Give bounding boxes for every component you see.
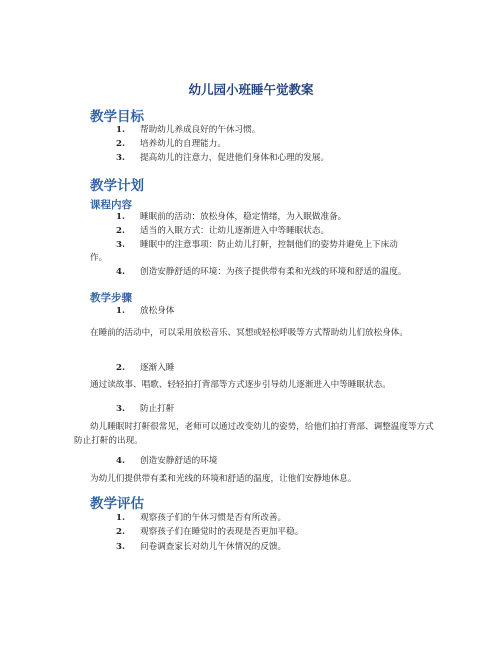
list-item xyxy=(116,152,446,166)
list-number: 4. xyxy=(116,267,125,277)
list-text: 观察孩子们在睡觉时的表现是否更加平稳。 xyxy=(140,527,304,537)
step-number: 2. xyxy=(116,363,125,373)
list-item xyxy=(116,138,446,152)
list-number: 1. xyxy=(116,212,125,222)
list-text: 作。 xyxy=(90,253,108,263)
list-number: 3. xyxy=(116,153,125,163)
step-text: 逐渐入睡 xyxy=(140,363,175,373)
subsection-heading-steps: 教学步骤 xyxy=(90,292,132,304)
step-paragraph: 在睡前的活动中，可以采用放松音乐、冥想或轻松呼吸等方式帮助幼儿们放松身体。 xyxy=(90,328,408,338)
step-text: 创造安静舒适的环境 xyxy=(140,456,218,466)
list-number: 3. xyxy=(116,240,125,250)
list-text: 提高幼儿的注意力，促进他们身体和心理的发展。 xyxy=(140,153,330,163)
list-item xyxy=(116,266,446,280)
step-label xyxy=(116,362,446,376)
section-heading-goals: 教学目标 xyxy=(90,109,144,125)
step-text: 防止打鼾 xyxy=(140,404,175,414)
list-number: 1. xyxy=(116,513,125,523)
step-label xyxy=(116,403,446,417)
list-item xyxy=(116,239,446,253)
step-paragraph: 为幼儿们提供带有柔和光线的环境和舒适的温度，让他们安静地休息。 xyxy=(90,474,357,484)
step-number: 4. xyxy=(116,456,125,466)
list-text: 帮助幼儿养成良好的午休习惯。 xyxy=(140,125,261,135)
step-label xyxy=(116,305,446,319)
list-text: 睡眠中的注意事项：防止幼儿打鼾，控制他们的姿势并避免上下床动 xyxy=(140,240,398,250)
step-paragraph: 幼儿睡眠时打鼾很常见，老师可以通过改变幼儿的姿势，给他们拍打背部、调整温度等方式防止打鼾的出现。 xyxy=(74,422,434,446)
step-number: 1. xyxy=(116,306,125,316)
list-text: 创造安静舒适的环境：为孩子提供带有柔和光线的环境和舒适的温度。 xyxy=(140,267,407,277)
list-item xyxy=(116,124,446,138)
section-heading-evaluation: 教学评估 xyxy=(90,496,144,512)
list-number: 2. xyxy=(116,226,125,236)
list-number: 1. xyxy=(116,125,125,135)
list-item xyxy=(116,541,446,555)
list-text: 睡眠前的活动：放松身体，稳定情绪，为入眠做准备。 xyxy=(140,212,347,222)
subsection-heading-content: 课程内容 xyxy=(90,199,132,211)
list-text: 观察孩子们的午休习惯是否有所改善。 xyxy=(140,513,287,523)
step-label xyxy=(116,455,446,469)
list-number: 2. xyxy=(116,527,125,537)
list-item xyxy=(116,512,446,526)
step-paragraph: 通过读故事、唱歌、轻轻拍打背部等方式逐步引导幼儿逐渐进入中等睡眠状态。 xyxy=(90,380,391,390)
list-text: 问卷调查家长对幼儿午休情况的反馈。 xyxy=(140,542,287,552)
section-heading-plan: 教学计划 xyxy=(90,178,144,194)
step-number: 3. xyxy=(116,404,125,414)
list-text: 适当的入眠方式：让幼儿逐渐进入中等睡眠状态。 xyxy=(140,226,330,236)
list-item xyxy=(116,526,446,540)
document-title: 幼儿园小班睡午觉教案 xyxy=(188,82,314,97)
list-item-continuation xyxy=(90,252,420,266)
list-item xyxy=(116,225,446,239)
list-item xyxy=(116,211,446,225)
list-number: 3. xyxy=(116,542,125,552)
list-text: 培养幼儿的自理能力。 xyxy=(140,139,226,149)
list-number: 2. xyxy=(116,139,125,149)
step-text: 放松身体 xyxy=(140,306,175,316)
